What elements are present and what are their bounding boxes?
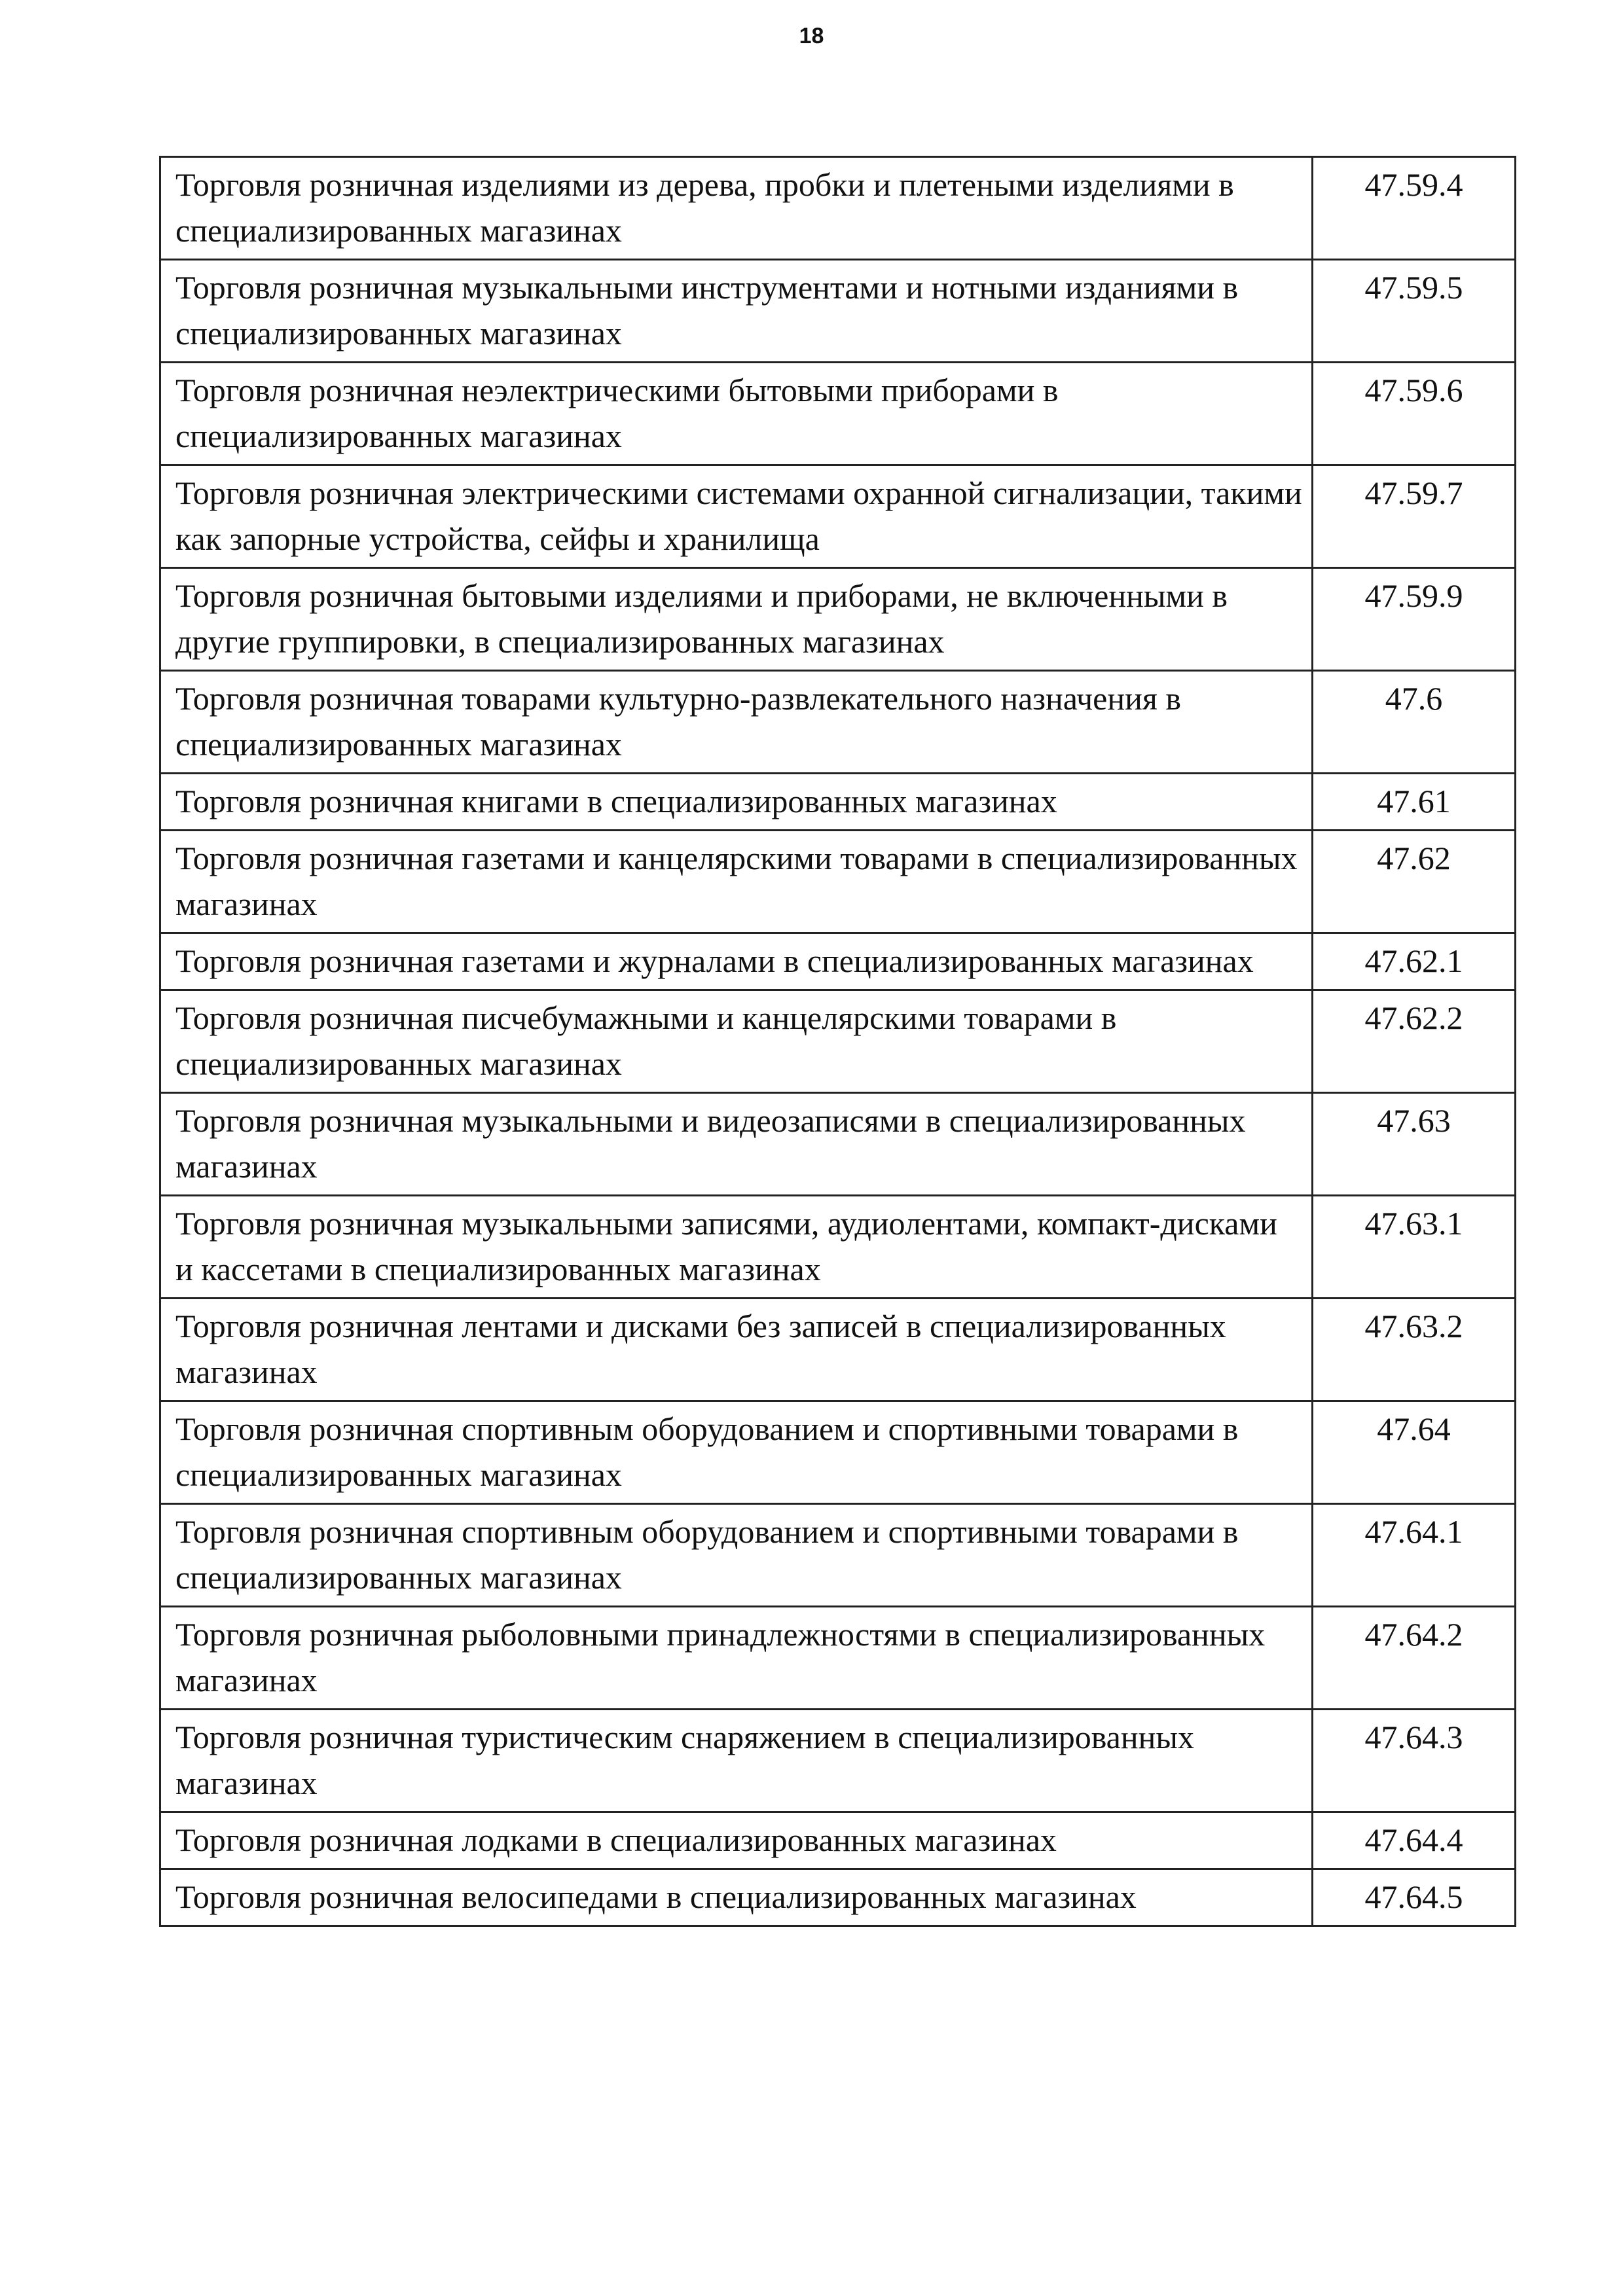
table-row [160,1196,1516,1299]
activity-description: Торговля розничная писчебумажными и канцелярскими товарами в специализированных магазинах [160,990,1313,1093]
table-row [160,1607,1516,1710]
activity-description: Торговля розничная туристическим снаряжением в специализированных магазинах [160,1710,1313,1812]
activity-code: 47.62.2 [1313,990,1516,1093]
table-row [160,774,1516,831]
activity-code: 47.64.1 [1313,1504,1516,1607]
activity-description: Торговля розничная газетами и журналами в специализированных магазинах [160,933,1313,990]
activity-description: Торговля розничная бытовыми изделиями и приборами, не включенными в другие группировки, в специализированных магазинах [160,568,1313,671]
okved-table-body [160,157,1516,1926]
table-row [160,157,1516,260]
activity-description: Торговля розничная спортивным оборудованием и спортивными товарами в специализированных магазинах [160,1401,1313,1504]
table-row [160,831,1516,933]
activity-description: Торговля розничная неэлектрическими бытовыми приборами в специализированных магазинах [160,363,1313,465]
activity-code: 47.59.6 [1313,363,1516,465]
table-row [160,933,1516,990]
activity-code: 47.64.4 [1313,1812,1516,1869]
activity-code: 47.63 [1313,1093,1516,1196]
activity-description: Торговля розничная электрическими системами охранной сигнализации, такими как запорные устройства, сейфы и хранилища [160,465,1313,568]
table-row [160,465,1516,568]
activity-code: 47.62.1 [1313,933,1516,990]
activity-code: 47.64.3 [1313,1710,1516,1812]
table-row [160,363,1516,465]
table-row [160,1504,1516,1607]
activity-code: 47.59.5 [1313,260,1516,363]
activity-description: Торговля розничная лодками в специализированных магазинах [160,1812,1313,1869]
table-row [160,1299,1516,1401]
activity-description: Торговля розничная велосипедами в специализированных магазинах [160,1869,1313,1926]
table-row [160,1710,1516,1812]
activity-code: 47.59.7 [1313,465,1516,568]
activity-description: Торговля розничная рыболовными принадлежностями в специализированных магазинах [160,1607,1313,1710]
activity-code: 47.59.9 [1313,568,1516,671]
activity-code: 47.64 [1313,1401,1516,1504]
activity-description: Торговля розничная лентами и дисками без записей в специализированных магазинах [160,1299,1313,1401]
activity-description: Торговля розничная музыкальными и видеозаписями в специализированных магазинах [160,1093,1313,1196]
activity-code: 47.62 [1313,831,1516,933]
activity-description: Торговля розничная товарами культурно-развлекательного назначения в специализированных магазинах [160,671,1313,774]
activity-description: Торговля розничная изделиями из дерева, пробки и плетеными изделиями в специализированных магазинах [160,157,1313,260]
activity-description: Торговля розничная книгами в специализированных магазинах [160,774,1313,831]
activity-description: Торговля розничная музыкальными инструментами и нотными изданиями в специализированных магазинах [160,260,1313,363]
table-row [160,1812,1516,1869]
table-row [160,568,1516,671]
activity-description: Торговля розничная спортивным оборудованием и спортивными товарами в специализированных магазинах [160,1504,1313,1607]
table-row [160,260,1516,363]
table-row [160,990,1516,1093]
activity-code: 47.63.2 [1313,1299,1516,1401]
activity-description: Торговля розничная музыкальными записями, аудиолентами, компакт-дисками и кассетами в специализированных магазинах [160,1196,1313,1299]
activity-code: 47.6 [1313,671,1516,774]
activity-code: 47.64.5 [1313,1869,1516,1926]
activity-code: 47.63.1 [1313,1196,1516,1299]
table-row [160,671,1516,774]
activity-code: 47.59.4 [1313,157,1516,260]
activity-code: 47.64.2 [1313,1607,1516,1710]
table-row [160,1869,1516,1926]
activity-description: Торговля розничная газетами и канцелярскими товарами в специализированных магазинах [160,831,1313,933]
table-row [160,1093,1516,1196]
okved-table [159,156,1516,1927]
page-number: 18 [799,24,824,48]
table-row [160,1401,1516,1504]
activity-code: 47.61 [1313,774,1516,831]
